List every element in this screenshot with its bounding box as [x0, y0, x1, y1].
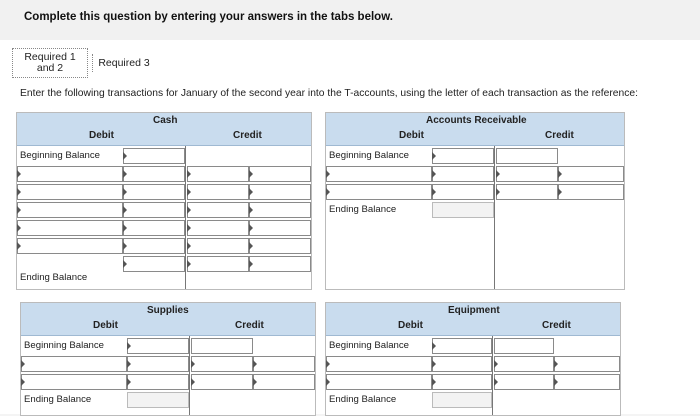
t-account-header — [326, 303, 620, 336]
entry-row — [17, 220, 311, 237]
t-account-header — [326, 113, 624, 146]
credit-header: Credit — [542, 320, 571, 331]
equipment-credit-ref-input[interactable] — [494, 374, 554, 390]
cash-debit-ref-input[interactable] — [17, 166, 123, 182]
tab-required-1-and-2[interactable] — [12, 48, 88, 78]
account-title: Cash — [153, 115, 178, 126]
cash-credit-ref-input[interactable] — [187, 238, 249, 254]
cash-debit-amount-input[interactable] — [123, 238, 185, 254]
cash-debit-ref-input[interactable] — [17, 220, 123, 236]
t-account-header — [21, 303, 315, 336]
beginning-balance-row — [326, 148, 624, 165]
ending-balance-label: Ending Balance — [24, 394, 92, 405]
cash-debit-ref-input[interactable] — [17, 238, 123, 254]
entry-row — [17, 238, 311, 255]
tab-required-1-line1: Required 1 — [24, 51, 76, 63]
supplies-credit-ref-input[interactable] — [191, 356, 253, 372]
cash-credit-amount-input[interactable] — [249, 238, 311, 254]
equipment-credit-ref-input[interactable] — [494, 356, 554, 372]
cash-debit-ref-input[interactable] — [17, 184, 123, 200]
entry-row — [21, 356, 315, 373]
entry-row — [21, 374, 315, 391]
tab-required-1-line2: and 2 — [36, 62, 64, 74]
t-account-accounts-receivable — [325, 112, 625, 290]
cash-credit-amount-input[interactable] — [249, 202, 311, 218]
supplies-credit-amount-input[interactable] — [253, 356, 315, 372]
ar-beginning-input[interactable] — [432, 148, 494, 164]
supplies-credit-amount-input[interactable] — [253, 374, 315, 390]
beginning-balance-label: Beginning Balance — [20, 150, 101, 161]
t-account-supplies — [20, 302, 316, 416]
cash-debit-amount-input[interactable] — [123, 220, 185, 236]
supplies-credit-input[interactable] — [191, 338, 253, 354]
cash-debit-amount-input[interactable] — [123, 166, 185, 182]
debit-header: Debit — [89, 130, 114, 141]
supplies-debit-ref-input[interactable] — [21, 356, 127, 372]
credit-header: Credit — [235, 320, 264, 331]
supplies-debit-amount-input[interactable] — [127, 374, 189, 390]
entry-row — [326, 166, 624, 183]
ar-debit-ref-input[interactable] — [326, 166, 432, 182]
ar-credit-amount-input[interactable] — [558, 166, 624, 182]
cash-debit-ref-input[interactable] — [17, 202, 123, 218]
instructions-text: Enter the following transactions for January of the second year into the T-accounts, using the letter of each transaction as the reference: — [20, 88, 638, 99]
t-account-equipment — [325, 302, 621, 416]
ar-ending-balance-value — [432, 202, 494, 218]
cash-beginning-ref-input[interactable] — [123, 148, 185, 164]
ar-credit-input[interactable] — [496, 148, 558, 164]
supplies-debit-ref-input[interactable] — [21, 374, 127, 390]
entry-row — [326, 356, 620, 373]
ending-balance-label: Ending Balance — [329, 394, 397, 405]
cash-credit-ref-input[interactable] — [187, 202, 249, 218]
ar-credit-amount-input[interactable] — [558, 184, 624, 200]
equipment-credit-amount-input[interactable] — [554, 356, 620, 372]
credit-header: Credit — [545, 130, 574, 141]
equipment-credit-amount-input[interactable] — [554, 374, 620, 390]
beginning-balance-row — [21, 338, 315, 355]
entry-row — [17, 184, 311, 201]
equipment-credit-input[interactable] — [494, 338, 554, 354]
cash-credit-amount-input[interactable] — [249, 184, 311, 200]
beginning-balance-row — [326, 338, 620, 355]
debit-header: Debit — [93, 320, 118, 331]
ar-debit-ref-input[interactable] — [326, 184, 432, 200]
supplies-credit-ref-input[interactable] — [191, 374, 253, 390]
beginning-balance-row — [17, 148, 311, 165]
ar-debit-amount-input[interactable] — [432, 184, 494, 200]
equipment-debit-ref-input[interactable] — [326, 374, 432, 390]
ending-balance-row — [326, 392, 620, 409]
beginning-balance-label: Beginning Balance — [329, 340, 410, 351]
cash-debit-amount-input[interactable] — [123, 184, 185, 200]
cash-credit-ref-input[interactable] — [187, 166, 249, 182]
equipment-debit-amount-input[interactable] — [432, 356, 492, 372]
account-title: Accounts Receivable — [426, 115, 527, 126]
account-title: Supplies — [147, 305, 189, 316]
supplies-ending-balance-value — [127, 392, 189, 408]
equipment-ending-balance-value — [432, 392, 492, 408]
t-account-cash — [16, 112, 312, 290]
debit-header: Debit — [399, 130, 424, 141]
entry-row — [326, 374, 620, 391]
supplies-beginning-input[interactable] — [127, 338, 189, 354]
cash-credit-amount-input[interactable] — [249, 166, 311, 182]
debit-header: Debit — [398, 320, 423, 331]
entry-row — [326, 184, 624, 201]
ending-balance-row — [21, 392, 315, 409]
entry-row — [17, 202, 311, 219]
beginning-balance-label: Beginning Balance — [329, 150, 410, 161]
ending-balance-row — [326, 202, 624, 219]
ar-credit-ref-input[interactable] — [496, 166, 558, 182]
ar-debit-amount-input[interactable] — [432, 166, 494, 182]
cash-credit-ref-input[interactable] — [187, 220, 249, 236]
beginning-balance-label: Beginning Balance — [24, 340, 105, 351]
cash-credit-ref-input[interactable] — [187, 184, 249, 200]
entry-row — [17, 166, 311, 183]
account-title: Equipment — [448, 305, 500, 316]
cash-credit-amount-input[interactable] — [249, 220, 311, 236]
credit-header: Credit — [233, 130, 262, 141]
tab-required-3-label: Required 3 — [98, 56, 150, 69]
equipment-beginning-input[interactable] — [432, 338, 492, 354]
question-text: Complete this question by entering your answers in the tabs below. — [24, 11, 393, 23]
question-bar — [0, 0, 700, 40]
tab-required-3[interactable] — [92, 54, 155, 72]
ar-credit-ref-input[interactable] — [496, 184, 558, 200]
equipment-debit-amount-input[interactable] — [432, 374, 492, 390]
supplies-debit-amount-input[interactable] — [127, 356, 189, 372]
ending-balance-label: Ending Balance — [20, 272, 88, 283]
ending-balance-row — [17, 270, 311, 287]
cash-debit-amount-input[interactable] — [123, 202, 185, 218]
t-account-header — [17, 113, 311, 146]
equipment-debit-ref-input[interactable] — [326, 356, 432, 372]
ending-balance-label: Ending Balance — [329, 204, 397, 215]
